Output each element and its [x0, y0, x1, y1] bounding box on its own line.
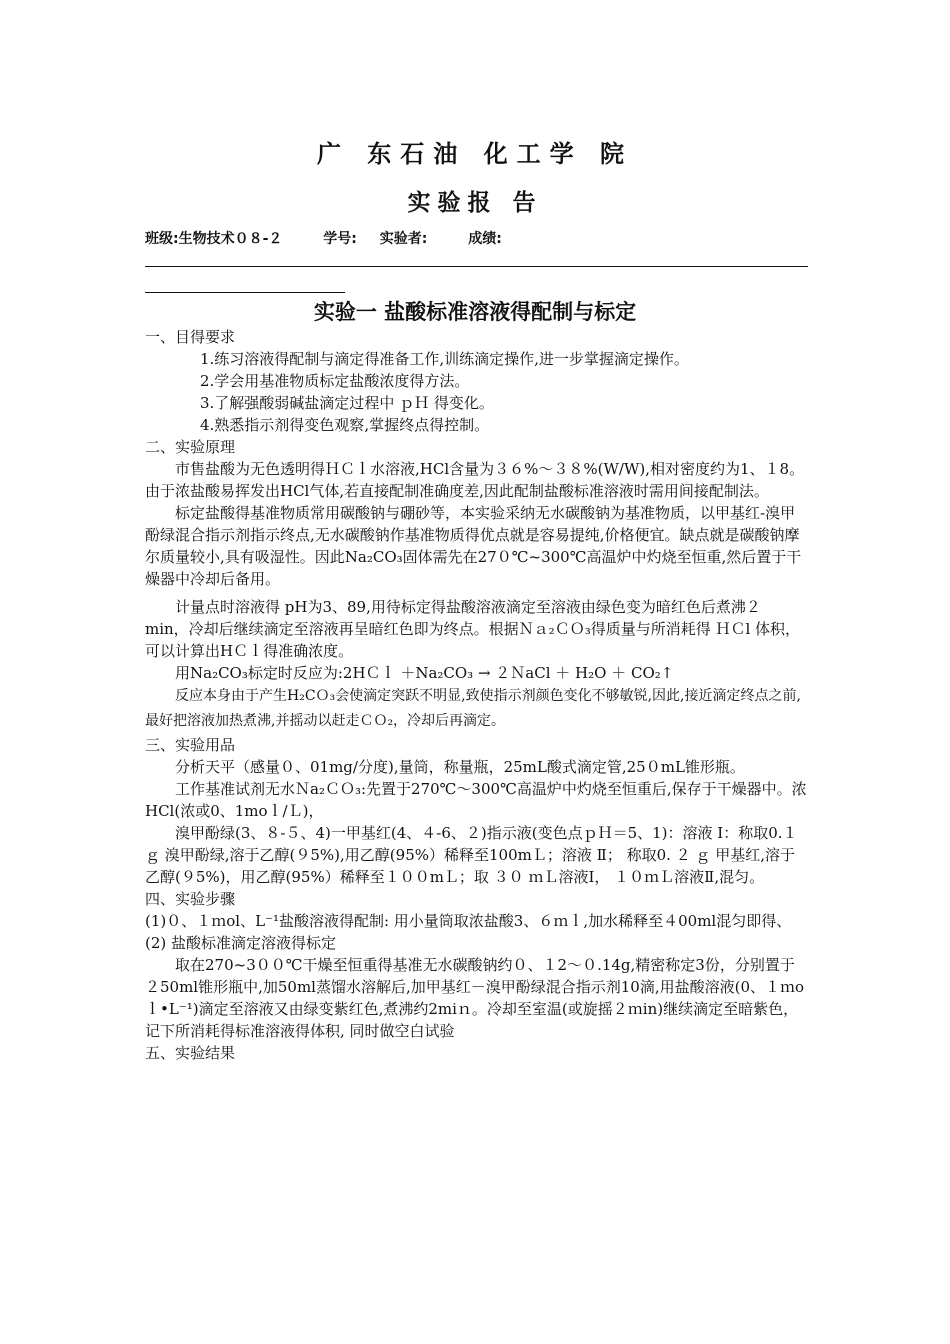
- section-3-heading: 三、实验用品: [145, 736, 236, 754]
- section-2-heading: 二、实验原理: [145, 438, 236, 456]
- score-label: 成绩:: [468, 231, 502, 247]
- objective-item: 1.练习溶液得配制与滴定得准备工作,训练滴定操作,进一步掌握滴定操作。: [200, 350, 689, 368]
- section-1-heading: 一、目得要求: [145, 328, 236, 346]
- experiment-title: 实验一 盐酸标准溶液得配制与标定: [313, 300, 637, 324]
- principle-paragraph: 标定盐酸得基准物质常用碳酸钠与硼砂等，本实验采纳无水碳酸钠为基准物质，以甲基红-溴甲酚绿混合指示剂指示终点,无水碳酸钠作基准物质得优点就是容易提纯,价格便宜。缺点就是碳酸钠摩尔质量较小,具有吸湿性。因此Na₂CO₃固体需先在27０℃~300℃高温炉中灼烧至恒重,然后置于干燥器中冷却后备用。: [145, 504, 802, 588]
- reaction-equation: 用Na₂CO₃标定时反应为:2HＣｌ ＋Na₂CO₃ → ２ＮaCl ＋ H₂O ＋ CO₂↑: [175, 664, 674, 682]
- section-5-heading: 五、实验结果: [145, 1044, 236, 1062]
- divider-long: [145, 266, 808, 267]
- school-name: 广 东石油 化工学 院: [316, 140, 634, 168]
- class-label: 班级:生物技术０８-２: [145, 231, 283, 247]
- principle-paragraph: 计量点时溶液得 pH为3、89,用待标定得盐酸溶液滴定至溶液由绿色变为暗红色后煮沸２ min，冷却后继续滴定至溶液再呈暗红色即为终点。根据Ｎａ₂ＣＯ₃得质量与所消耗得 ＨＣl 体积，可以计算出HＣｌ得准确浓度。: [145, 598, 801, 660]
- principle-paragraph: 反应本身由于产生H₂CＯ₃会使滴定突跃不明显,致使指示剂颜色变化不够敏锐,因此,接近滴定终点之前,最好把溶液加热煮沸,并摇动以赶走ＣＯ₂，冷却后再滴定。: [145, 688, 801, 729]
- student-info-line: [145, 228, 815, 248]
- experimenter-label: 实验者:: [379, 231, 428, 247]
- objective-item: 3.了解强酸弱碱盐滴定过程中 ｐＨ 得变化。: [200, 394, 494, 412]
- procedure-step: 取在270~3００℃干燥至恒重得基准无水碳酸钠约０、１2～０.14g,精密称定3份，分别置于２50ml锥形瓶中,加50ml蒸馏水溶解后,加甲基红－溴甲酚绿混合指示剂10滴,用盐酸溶液(0、１ｍoｌ•L⁻¹)滴定至溶液又由绿变紫红色,煮沸约2miｎ。冷却至室温(或旋摇２ｍin)继续滴定至暗紫色，记下所消耗得标准溶液得体积, 同时做空白试验: [145, 956, 805, 1040]
- divider-short: [145, 292, 345, 293]
- student-id-label: 学号:: [323, 231, 357, 247]
- materials-paragraph: 工作基准试剂无水Ｎa₂ＣＯ₃:先置于270℃～300℃高温炉中灼烧至恒重后,保存于干燥器中。浓HCl(浓或0、1moｌ/Ｌ)，: [145, 780, 807, 820]
- materials-paragraph: 溴甲酚绿(3、８-５、4)一甲基红(4、４-6、２)指示液(变色点ｐＨ＝5、1)：溶液 Ⅰ：称取0.１ｇ 溴甲酚绿,溶于乙醇(９5%),用乙醇(95%）稀释至100mＬ；溶液 Ⅱ； 称取0. ２ ｇ 甲基红,溶于乙醇(９5%)，用乙醇(95%）稀释至１００mＬ；取 ３０ ｍＬ溶液Ⅰ， １０ｍＬ溶液Ⅱ,混匀。: [145, 824, 798, 886]
- principle-paragraph: 市售盐酸为无色透明得ＨＣｌ水溶液,HCl含量为３６%～３８%(W/W),相对密度约为1、１8。由于浓盐酸易挥发出HCl气体,若直接配制准确度差,因此配制盐酸标准溶液时需用间接配制法。: [145, 460, 805, 500]
- section-4-heading: 四、实验步骤: [145, 890, 236, 908]
- procedure-step-heading: (2) 盐酸标准滴定溶液得标定: [145, 934, 337, 952]
- procedure-step: (1)０、１ｍol、L⁻¹盐酸溶液得配制: 用小量筒取浓盐酸3、６ｍｌ,加水稀释至４00ml混匀即得、: [145, 912, 792, 930]
- report-title: 实验报 告: [407, 190, 543, 216]
- objective-item: 4.熟悉指示剂得变色观察,掌握终点得控制。: [200, 416, 490, 434]
- objective-item: 2.学会用基准物质标定盐酸浓度得方法。: [200, 372, 470, 390]
- report-body: [145, 326, 808, 1064]
- materials-paragraph: 分析天平（感量０、01mg/分度),量筒，称量瓶，25mL酸式滴定管,25０mL锥形瓶。: [175, 758, 745, 776]
